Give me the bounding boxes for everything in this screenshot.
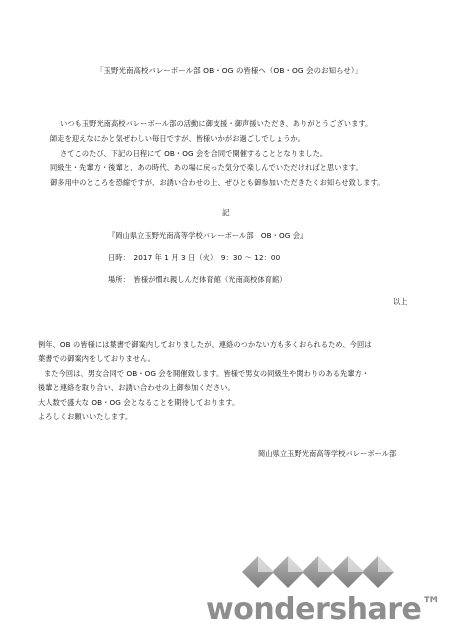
notice-line: 大人数で盛大な OB・OG 会となることを期待しております。	[38, 398, 240, 407]
notice-line: よろしくお願いいたします。	[38, 412, 133, 421]
event-place: 場所： 皆様が慣れ親しんだ体育館（光南高校体育館）	[108, 275, 287, 284]
wondershare-diamonds-logo-icon	[234, 552, 414, 594]
intro-line: いつも玉野光南高校バレーボール部の活動に御支援・御声援いただき、ありがとうございます。	[60, 119, 373, 128]
notice-line: 例年、OB の皆様には葉書で御案内しておりましたが、連絡のつかない方も多くおられるため、今回は	[38, 340, 372, 349]
event-time: 日時： 2017 年 1 月 3 日（火） 9：30 ～ 12：00	[108, 253, 281, 262]
ijou-closing: 以上	[393, 297, 408, 306]
ki-heading: 記	[222, 208, 230, 217]
watermark-text	[206, 592, 441, 627]
intro-line: さてこのたび、下記の日程にて OB・OG 会を合同で開催することとなりました。	[60, 149, 328, 158]
intro-line: 師走を迎えなにかと気ぜわしい毎日ですが、皆様いかがお過ごしでしょうか。	[50, 134, 306, 143]
intro-line: 同級生・先輩方・後輩と、あの時代、あの場に戻った気分で楽しんでいただければと思います。	[50, 163, 363, 172]
document-title: 「玉野光南高校バレーボール部 OB・OG の皆様へ（OB・OG 会のお知らせ）」	[96, 66, 363, 75]
watermark	[196, 552, 446, 640]
watermark-word: wondershare	[206, 592, 422, 627]
notice-line: 後輩と連絡を取り合い、お誘い合わせの上御参加ください。	[38, 383, 235, 392]
notice-line: また今回は、男女合同で OB・OG 会を開催致します。皆様で男女の同級生や関わりのある先輩方・	[44, 369, 370, 378]
notice-line: 葉書での御案内をしておりません。	[38, 354, 156, 363]
intro-line: 御多用中のところを恐縮ですが、お誘い合わせの上、ぜひとも御参加いただきたくお知らせ致します。	[50, 178, 385, 187]
signature: 岡山県立玉野光南高等学校バレーボール部	[258, 449, 397, 458]
trademark-symbol: ™	[421, 592, 441, 616]
event-name: 『岡山県立玉野光南高等学校バレーボール部 OB・OG 会』	[108, 231, 308, 240]
